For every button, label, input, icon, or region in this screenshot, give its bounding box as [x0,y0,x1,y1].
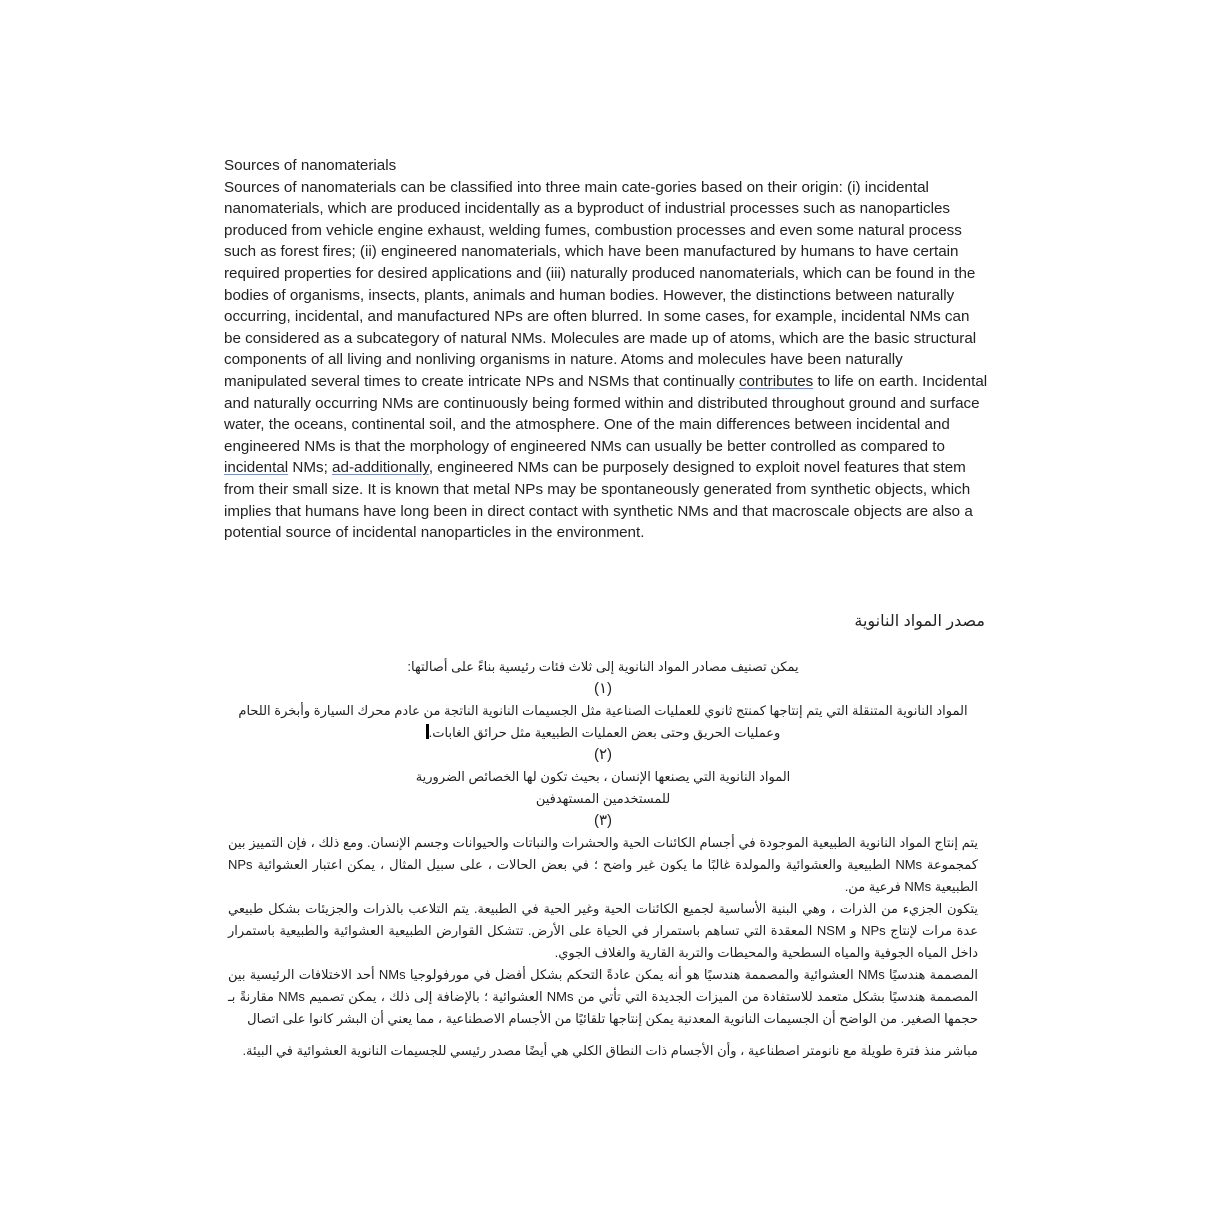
underlined-word: incidental [224,459,289,477]
english-title: Sources of nanomaterials [224,157,397,174]
arabic-number-1: (١) [593,680,613,697]
arabic-number-3: (٣) [593,812,613,829]
arabic-title: مصدر المواد النانوية [854,613,985,630]
text-run: NMs; [288,459,333,477]
arabic-intro: يمكن تصنيف مصادر المواد النانوية إلى ثلاث فئات رئيسية بناءً على أصالتها: [407,659,799,674]
text-run: وعمليات الحريق وحتى بعض العمليات الطبيعية مثل حرائق الغابات. [428,725,781,740]
spacer [228,1030,978,1040]
arabic-item-3-paragraph: يتم إنتاج المواد النانوية الطبيعية الموجودة في أجسام الكائنات الحية والحشرات والنباتات والحيوانات وجسم الإنسان. ومع ذلك ، فإن التمييز بين كمجموعة NMs الطبيعية والعشوائية والمولدة غالبًا ما يكون غير واضح ؛ في بعض الحالات ، على سبيل المثال ، يمكن اعتبار العشوائية NPs الطبيعية NMs فرعية من. [228,835,978,894]
english-section [224,155,989,544]
arabic-item-2-line-2: للمستخدمين المستهدفين [535,791,671,806]
text-run: to life on earth. Incidental and naturally occurring NMs are continuously being formed within and distributed throughout ground and surface water, the oceans, continental soil, and the atmosphere. One of the main differences between incidental and engineered NMs is that the morphology of engineered NMs can usually be better controlled as compared to [224,372,988,455]
arabic-item-1-line-1: المواد النانوية المتنقلة التي يتم إنتاجها كمنتج ثانوي للعمليات الصناعية مثل الجسيمات النانوية الناتجة من عادم محرك السيارة وأبخرة اللحام [238,703,968,718]
arabic-item-2-line-1: المواد النانوية التي يصنعها الإنسان ، بحيث تكون لها الخصائص الضرورية [415,769,791,784]
underlined-word: ad-additionally [332,459,429,477]
arabic-paragraph-final: مباشر منذ فترة طويلة مع نانومتر اصطناعية ، وأن الأجسام ذات النطاق الكلي هي أيضًا مصدر رئيسي للجسيمات النانوية العشوائية في البيئة. [242,1043,978,1058]
arabic-paragraph-atoms: يتكون الجزيء من الذرات ، وهي البنية الأساسية لجميع الكائنات الحية وغير الحية في الطبيعة. يتم التلاعب بالذرات والجزيئات بشكل طبيعي عدة مرات لإنتاج NPs و NSM المعقدة التي تساهم باستمرار في الحياة على الأرض. تتشكل القوارض الطبيعية العشوائية والطبيعية باستمرار داخل المياه الجوفية والمياه السطحية والمحيطات والتربة القارية والغلاف الجوي. [228,901,978,960]
text-run: Sources of nanomaterials can be classified into three main cate-gories based on their origin: (i) incidental nanomaterials, which are produced incidentally as a byproduct of industrial processes such as nanoparticles produced from vehicle engine exhaust, welding fumes, combustion processes and even some natural process such as forest fires; (ii) engineered nanomaterials, which have been manufactured by humans to have certain required properties for desired applications and (iii) naturally produced nanomaterials, which can be found in the bodies of organisms, insects, plants, animals and human bodies. However, the distinctions between naturally occurring, incidental, and manufactured NPs are often blurred. In some cases, for example, incidental NMs can be considered as a subcategory of natural NMs. Molecules are made up of atoms, which are the basic structural components of all living and nonliving organisms in nature. Atoms and molecules have been naturally manipulated several times to create intricate NPs and NSMs that continually [224,178,977,390]
arabic-paragraph-engineered: المصممة هندسيًا NMs العشوائية والمصممة هندسيًا هو أنه يمكن عادةً التحكم بشكل أفضل في مورفولوجيا NMs أحد الاختلافات الرئيسية بين المصممة هندسيًا بشكل متعمد للاستفادة من الميزات الجديدة التي تأتي من NMs العشوائية ؛ بالإضافة إلى ذلك ، يمكن تصميم NMs مقارنةً بـ حجمها الصغير. من الواضح أن الجسيمات النانوية المعدنية يمكن إنتاجها تلقائيًا من الأجسام الاصطناعية ، مما يعني أن البشر كانوا على اتصال [228,967,978,1026]
text-run: , engineered NMs can be purposely designed to exploit novel features that stem from their small size. It is known that metal NPs may be spontaneously generated from synthetic objects, which implies that humans have long been in direct contact with synthetic NMs and that macroscale objects are also a potential source of incidental nanoparticles in the environment. [224,459,973,542]
arabic-section [228,656,978,1062]
arabic-number-2: (٢) [593,746,613,763]
arabic-item-1-line-2 [228,722,978,744]
underlined-word: contributes [738,372,814,390]
english-paragraph [224,177,989,544]
